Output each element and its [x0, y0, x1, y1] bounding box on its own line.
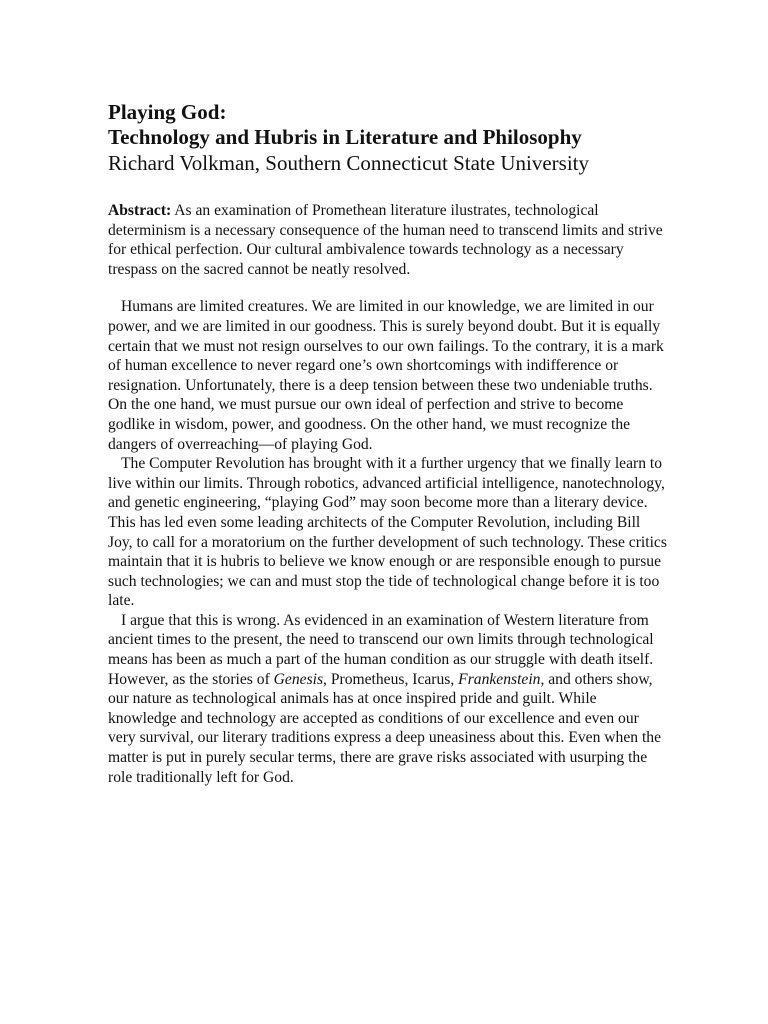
author-affiliation: Richard Volkman, Southern Connecticut State University — [108, 151, 589, 175]
p3-text-c: , and others show, our nature as technological animals has at once inspired pride and guilt. While knowledge and technology are accepted as conditions of our excellence and even our very survival, our literary traditions express a deep uneasiness about this. Even when the matter is put in purely secular terms, there are grave risks associated with usurping the role traditionally left for God. — [108, 670, 661, 786]
body-paragraph-2: The Computer Revolution has brought with it a further urgency that we finally learn to live within our limits. Through robotics, advanced artificial intelligence, nanotechnology, and genetic engineering, “playing God” may soon become more than a literary device. This has led even some leading architects of the Computer Revolution, including Bill Joy, to call for a moratorium on the further development of such technology. These critics maintain that it is hubris to believe we know enough or are responsible enough to pursue such technologies; we can and must stop the tide of technological change before it is too late. — [108, 455, 667, 610]
frankenstein-title: Frankenstein — [458, 670, 541, 688]
paper-page — [108, 100, 668, 787]
abstract-text: As an examination of Promethean literature ilustrates, technological determinism is a necessary consequence of the human need to transcend limits and strive for ethical perfection. Our cultural ambivalence towards technology as a necessary trespass on the sacred cannot be neatly resolved. — [108, 202, 663, 278]
p3-text-b: , Prometheus, Icarus, — [323, 670, 459, 688]
body-paragraph-1: Humans are limited creatures. We are limited in our knowledge, we are limited in our power, and we are limited in our goodness. This is surely beyond doubt. But it is equally certain that we must not resign ourselves to our own failings. To the contrary, it is a mark of human excellence to never regard one’s own shortcomings with indifference or resignation. Unfortunately, there is a deep tension between these two undeniable truths. On the one hand, we must pursue our own ideal of perfection and strive to become godlike in wisdom, power, and goodness. On the other hand, we must recognize the dangers of overreaching—of playing God. — [108, 298, 664, 453]
title-line-1: Playing God: — [108, 100, 227, 124]
body-paragraph-3 — [108, 611, 668, 787]
genesis-title: Genesis — [273, 670, 324, 688]
abstract — [108, 201, 668, 279]
title-line-2: Technology and Hubris in Literature and Philosophy — [108, 125, 582, 149]
p3-text-a: I argue that this is wrong. As evidenced in an examination of Western literature from ancient times to the present, the need to transcend our own limits through technological means has been as much a part of the human condition as our struggle with death itself. However, as the stories of — [108, 611, 654, 688]
abstract-label: Abstract: — [108, 202, 172, 219]
